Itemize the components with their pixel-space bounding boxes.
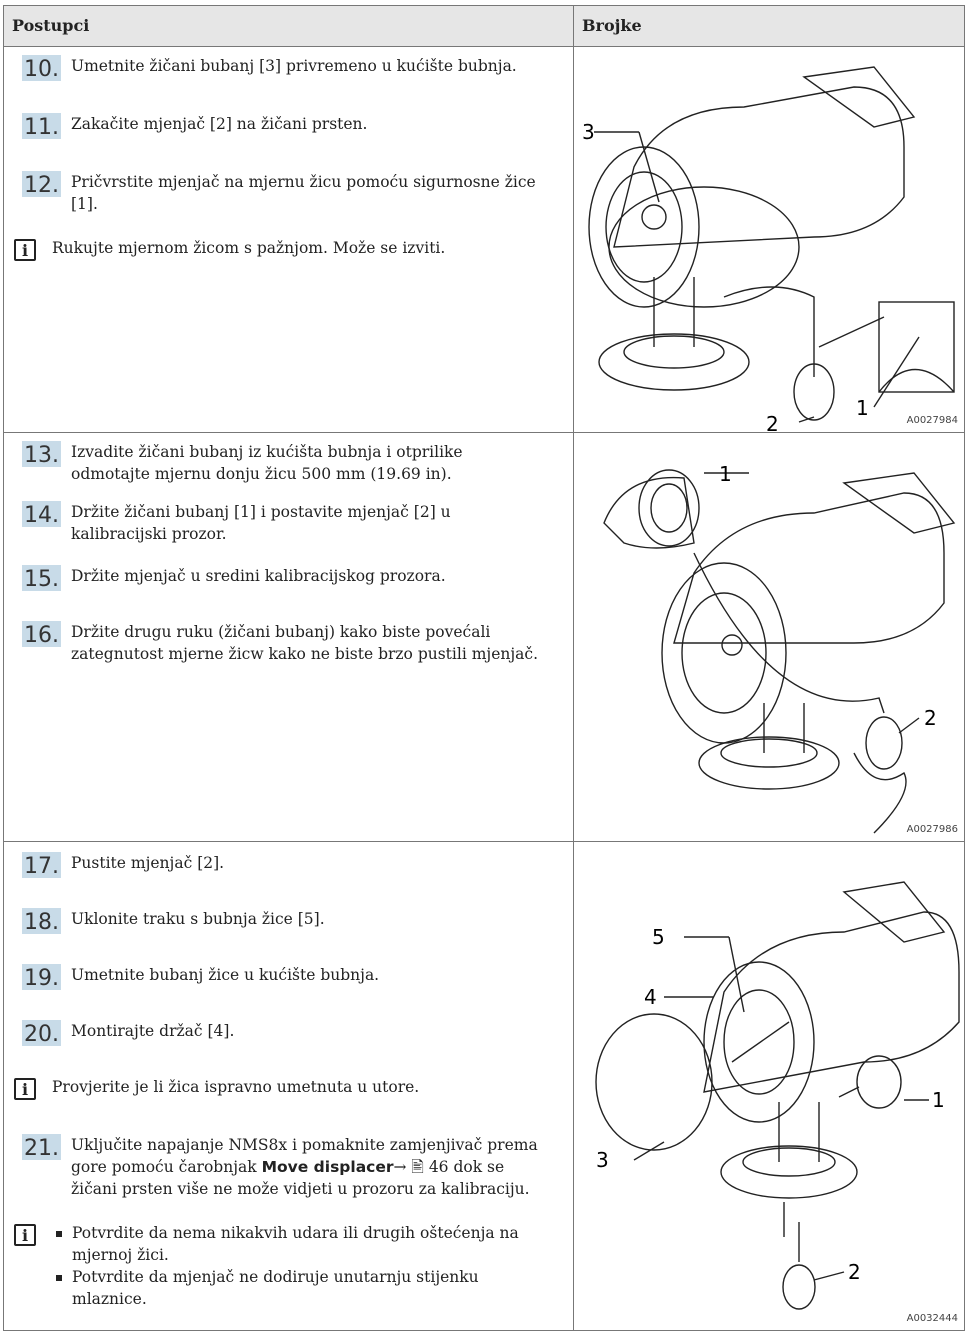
step-19 — [22, 964, 541, 990]
figure-cell — [574, 842, 964, 1330]
step-text: Pričvrstite mjenjač na mjernu žicu pomoću sigurnosne žice [1]. — [71, 173, 536, 213]
info-note — [14, 1076, 532, 1100]
step-number: 13. — [24, 443, 59, 468]
callout-label: 4 — [644, 985, 657, 1009]
step-18 — [22, 908, 541, 934]
step-number: 20. — [24, 1022, 59, 1047]
step-text: Umetnite žičani bubanj [3] privremeno u kućište bubnja. — [71, 57, 517, 75]
header-procedures: Postupci — [4, 6, 574, 46]
step-number: 17. — [24, 854, 59, 879]
table-row — [4, 47, 964, 433]
step-text: Držite mjenjač u sredini kalibracijskog prozora. — [71, 567, 446, 585]
info-note — [14, 1222, 552, 1310]
figure-cell — [574, 47, 964, 432]
figure-code: A0027984 — [906, 415, 958, 426]
step-13 — [22, 441, 541, 485]
table-row — [4, 842, 964, 1330]
step-number: 11. — [24, 115, 59, 140]
step-16 — [22, 621, 541, 665]
step-text: Uklonite traku s bubnja žice [5]. — [71, 910, 325, 928]
header-figures: Brojke — [582, 16, 642, 35]
step-number: 16. — [24, 623, 59, 648]
callout-label: 3 — [582, 120, 595, 144]
info-note — [14, 237, 532, 261]
callout-label: 1 — [719, 462, 732, 486]
step-text: Držite žičani bubanj [1] i postavite mjenjač [2] u kalibracijski prozor. — [71, 503, 451, 543]
callout-label: 2 — [924, 706, 937, 730]
step-number: 21. — [24, 1136, 59, 1161]
figure-code: A0027986 — [906, 824, 958, 835]
step-number: 15. — [24, 567, 59, 592]
wizard-name: Move displacer — [261, 1158, 394, 1176]
step-number: 18. — [24, 910, 59, 935]
info-icon: i — [14, 1224, 36, 1246]
figure-cell — [574, 433, 964, 841]
step-15 — [22, 565, 541, 591]
step-text: Zakačite mjenjač [2] na žičani prsten. — [71, 115, 368, 133]
step-20 — [22, 1020, 541, 1046]
note-list — [52, 1222, 552, 1310]
callout-label: 1 — [856, 396, 869, 420]
step-12 — [22, 171, 541, 215]
step-number: 10. — [24, 57, 59, 82]
device-illustration-2 — [574, 433, 962, 841]
info-icon: i — [14, 1078, 36, 1100]
step-text — [71, 1134, 541, 1200]
procedure-table — [3, 5, 965, 1331]
callout-label: 1 — [932, 1088, 945, 1112]
callout-label: 2 — [766, 412, 779, 432]
list-item: Potvrdite da mjenjač ne dodiruje unutarnju stijenku mlaznice. — [72, 1266, 552, 1310]
step-21 — [22, 1134, 541, 1200]
table-header — [4, 6, 964, 47]
step-text: Izvadite žičani bubanj iz kućišta bubnja i otprilike odmotajte mjernu donju žicu 500 mm (19.69 in). — [71, 443, 463, 483]
step-10 — [22, 55, 541, 81]
device-illustration-1 — [574, 47, 962, 432]
step-text: Umetnite bubanj žice u kućište bubnja. — [71, 966, 380, 984]
step-number: 14. — [24, 503, 59, 528]
step-text: Montirajte držač [4]. — [71, 1022, 235, 1040]
table-row — [4, 433, 964, 842]
step-text-part: → 🖹 46 dok se žičani prsten više ne može vidjeti u prozoru za kalibraciju. — [71, 1158, 530, 1198]
step-11 — [22, 113, 541, 139]
callout-label: 5 — [652, 925, 665, 949]
figure-code: A0032444 — [906, 1313, 958, 1324]
step-text: Držite drugu ruku (žičani bubanj) kako biste povećali zategnutost mjerne žicw kako ne biste brzo pustili mjenjač. — [71, 623, 539, 663]
step-number: 19. — [24, 966, 59, 991]
note-text: Provjerite je li žica ispravno umetnuta u utore. — [52, 1078, 420, 1096]
callout-label: 3 — [596, 1148, 609, 1172]
note-text: Rukujte mjernom žicom s pažnjom. Može se izviti. — [52, 239, 446, 257]
info-icon: i — [14, 239, 36, 261]
device-illustration-3 — [574, 842, 962, 1330]
step-number: 12. — [24, 173, 59, 198]
step-text: Pustite mjenjač [2]. — [71, 854, 225, 872]
list-item: Potvrdite da nema nikakvih udara ili drugih oštećenja na mjernoj žici. — [72, 1222, 552, 1266]
step-14 — [22, 501, 541, 545]
step-text-part: Uključite napajanje NMS8x i pomaknite zamjenjivač prema gore pomoću čarobnjak — [71, 1136, 538, 1176]
callout-label: 2 — [848, 1260, 861, 1284]
step-17 — [22, 852, 541, 878]
